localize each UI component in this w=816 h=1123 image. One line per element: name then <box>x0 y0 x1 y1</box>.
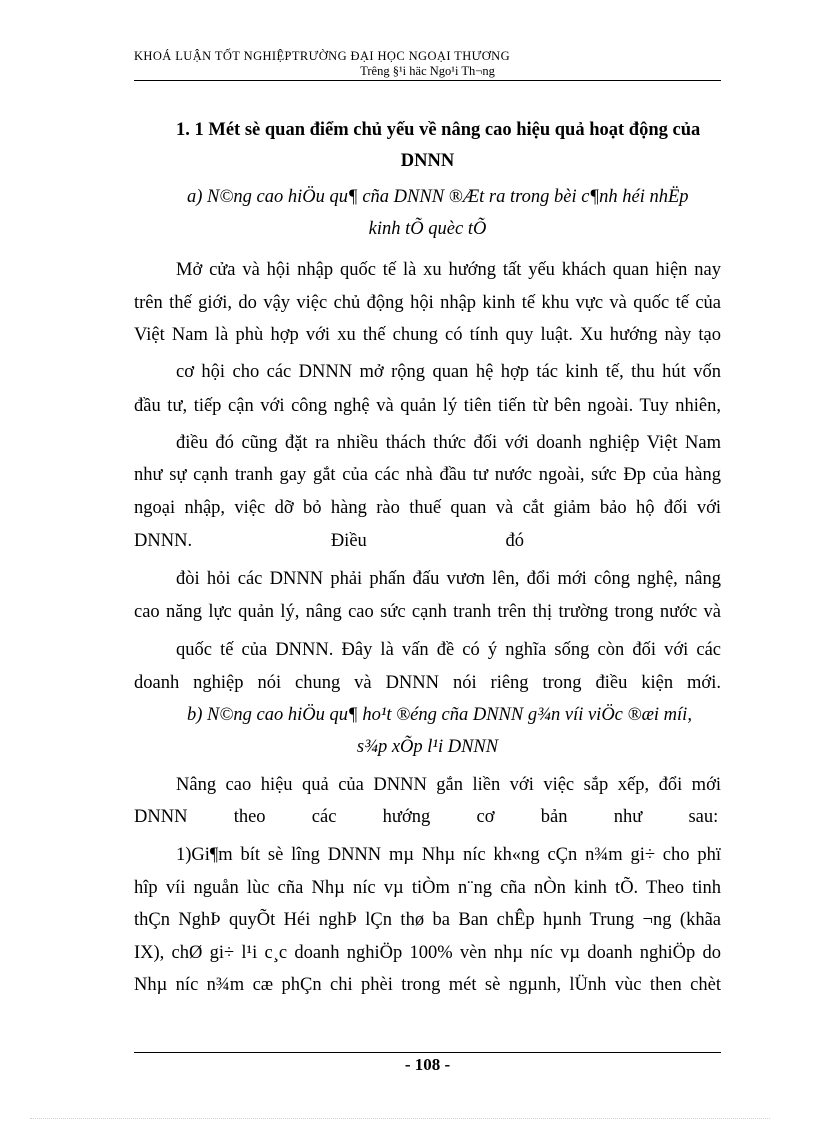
paragraph-3-line: 1)Gi¶m bít sè lîng DNNN mµ Nhµ níc kh«ng cÇn n¾m gi÷ cho phï <box>176 845 721 865</box>
paragraph-3-line: thÇn NghÞ quyÕt Héi nghÞ lÇn thø ba Ban chÊp hµnh Trung ¬ng (khãa <box>134 910 721 930</box>
paragraph-2-line: Nâng cao hiệu quả của DNNN gắn liền với việc sắp xếp, đổi mới <box>176 775 721 795</box>
paragraph-3-line: IX), chØ gi÷ l¹i c¸c doanh nghiÖp 100% vèn nhµ níc vµ doanh nghiÖp do <box>134 943 721 963</box>
subheading-a-line-1: a) N©ng cao hiÖu qu¶ cña DNNN ®Æt ra trong bèi c¶nh héi nhËp <box>187 187 689 207</box>
footer-rule <box>134 1052 721 1053</box>
paragraph-1-line: như sự cạnh tranh gay gắt của các nhà đầu tư nước ngoài, sức Ðp của hàng <box>134 465 721 485</box>
paragraph-3-line: Nhµ níc n¾m cæ phÇn chi phèi trong mét sè ngµnh, lÜnh vùc then chèt <box>134 975 721 995</box>
header-rule <box>134 80 721 81</box>
paragraph-1-line: quốc tế của DNNN. Đây là vấn đề có ý nghĩa sống còn đối với các <box>176 640 721 660</box>
page-edge-divider <box>30 1118 770 1119</box>
paragraph-1-line: điều đó cũng đặt ra nhiều thách thức đối với doanh nghiệp Việt Nam <box>176 433 721 453</box>
paragraph-1-line: đòi hỏi các DNNN phải phấn đấu vươn lên, đổi mới công nghệ, nâng <box>176 569 721 589</box>
page-number: - 108 - <box>404 1055 451 1074</box>
paragraph-1-line: Mở cửa và hội nhập quốc tế là xu hướng tất yếu khách quan hiện nay <box>176 260 721 280</box>
section-heading-line-2: DNNN <box>400 151 455 171</box>
subheading-b-line-1: b) N©ng cao hiÖu qu¶ ho¹t ®éng cña DNNN g¾n víi viÖc ®æi míi, <box>187 705 692 725</box>
paragraph-1-line: Việt Nam là phù hợp với xu thế chung có tính quy luật. Xu hướng này tạo <box>134 325 721 345</box>
paragraph-3-line: hîp víi nguån lùc cña Nhµ níc vµ tiÒm n¨ng cña nÒn kinh tÕ. Theo tinh <box>134 878 721 898</box>
paragraph-1-line: ngoại nhập, việc dỡ bỏ hàng rào thuế quan và cắt giảm bảo hộ đối với <box>134 498 721 518</box>
subheading-a-line-2: kinh tÕ quèc tÕ <box>368 219 487 239</box>
paragraph-1-line: đầu tư, tiếp cận với công nghệ và quản lý tiên tiến từ bên ngoài. Tuy nhiên, <box>134 396 721 416</box>
paragraph-1-line: cơ hội cho các DNNN mở rộng quan hệ hợp tác kinh tế, thu hút vốn <box>176 362 721 382</box>
paragraph-1-line: cao năng lực quản lý, nâng cao sức cạnh tranh trên thị trường trong nước và <box>134 602 721 622</box>
running-header-subtitle: Trêng §¹i häc Ngo¹i Th¬ng <box>360 64 495 78</box>
paragraph-1-line: DNNN. Điều đó <box>134 531 525 551</box>
running-header-title: KHOÁ LUẬN TỐT NGHIỆPTRƯỜNG ĐẠI HỌC NGOẠI THƯƠNG <box>134 49 511 63</box>
paragraph-1-line: doanh nghiệp nói chung và DNNN nói riêng trong điều kiện mới. <box>134 673 721 693</box>
paragraph-2-line: DNNN theo các hướng cơ bản như sau: <box>134 807 719 827</box>
section-heading-line-1: 1. 1 Mét sè quan điểm chủ yếu về nâng cao hiệu quả hoạt động của <box>176 120 701 140</box>
paragraph-1-line: trên thế giới, do vậy việc chủ động hội nhập kinh tế khu vực và quốc tế của <box>134 293 721 313</box>
subheading-b-line-2: s¾p xÕp l¹i DNNN <box>356 737 499 757</box>
